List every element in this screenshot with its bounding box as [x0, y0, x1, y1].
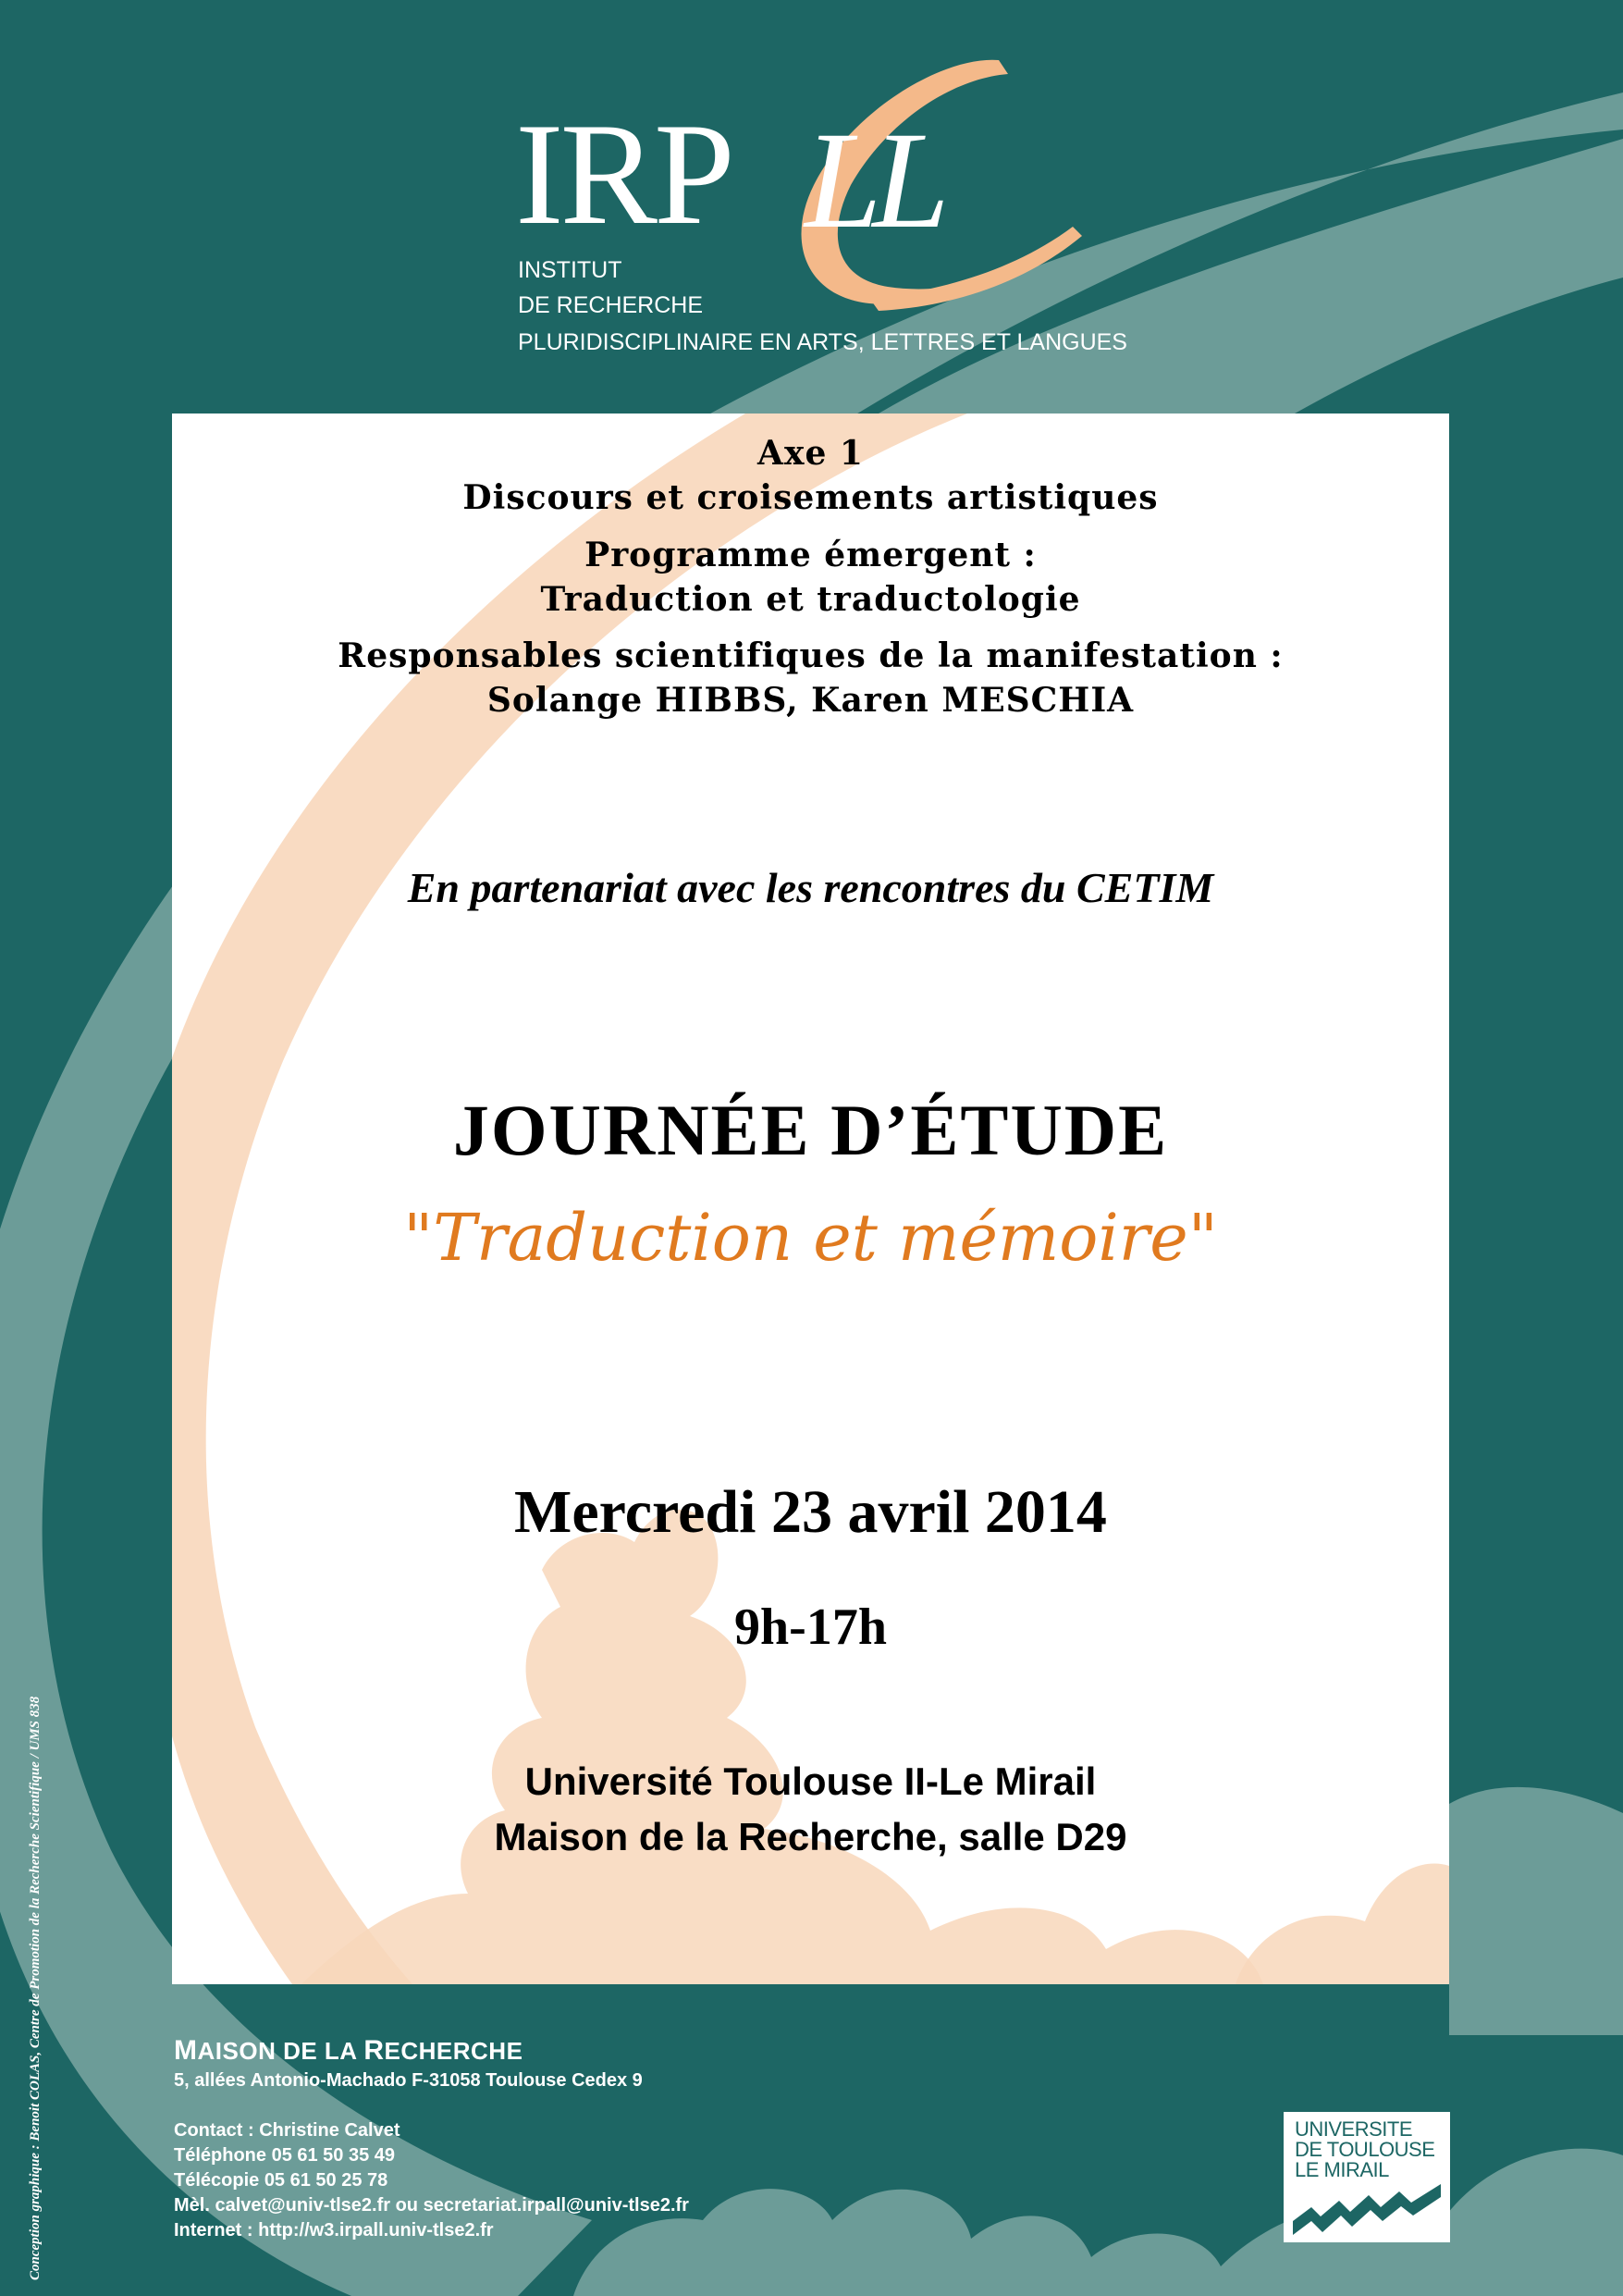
university-logo: [1284, 2112, 1450, 2242]
logo-ll: LL: [805, 104, 941, 257]
footer-internet[interactable]: Internet : http://w3.irpall.univ-tlse2.fr: [174, 2220, 494, 2240]
peach-foliage: [301, 1510, 1263, 1984]
event-hours: 9h-17h: [734, 1599, 887, 1656]
axe-title: Discours et croisements artistiques: [462, 478, 1159, 517]
responsables-names: Solange HIBBS, Karen MESCHIA: [486, 681, 1135, 720]
event-title: "Traduction et mémoire": [403, 1200, 1218, 1276]
design-credit: Conception graphique : Benoit COLAS, Centre de Promotion de la Recherche Scientifique / UMS 838: [28, 1696, 43, 2280]
footer-maison-title: MAISON DE LA RECHERCHE: [174, 2035, 523, 2066]
logo-irp: IRP: [515, 93, 732, 255]
university-logo-line2: DE TOULOUSE: [1295, 2138, 1435, 2161]
event-date: Mercredi 23 avril 2014: [514, 1478, 1107, 1546]
footer-contact-name: Contact : Christine Calvet: [174, 2120, 400, 2141]
footer-telecopie: Télécopie 05 61 50 25 78: [174, 2170, 388, 2191]
background-foliage: [573, 2149, 1623, 2296]
axe-label: Axe 1: [757, 434, 864, 473]
programme-title: Traduction et traductologie: [540, 580, 1081, 619]
university-logo-mark: [1293, 2184, 1441, 2235]
university-logo-line1: UNIVERSITE: [1295, 2117, 1413, 2141]
logo-subtitle-line2: DE RECHERCHE: [518, 292, 704, 318]
logo-subtitle-line3: PLURIDISCIPLINAIRE EN ARTS, LETTRES ET LANGUES: [518, 329, 1127, 355]
university-logo-line3: LE MIRAIL: [1295, 2158, 1389, 2181]
footer-address: 5, allées Antonio-Machado F-31058 Toulouse Cedex 9: [174, 2070, 643, 2091]
footer-telephone: Téléphone 05 61 50 35 49: [174, 2145, 396, 2166]
venue-line1: Université Toulouse II-Le Mirail: [524, 1759, 1097, 1803]
programme-label: Programme émergent :: [584, 536, 1037, 574]
peach-foliage-right: [1236, 1864, 1449, 1985]
responsables-label: Responsables scientifiques de la manifestation :: [338, 636, 1284, 675]
event-type-title: JOURNÉE D’ÉTUDE: [452, 1090, 1169, 1170]
footer-email[interactable]: Mèl. calvet@univ-tlse2.fr ou secretariat.irpall@univ-tlse2.fr: [174, 2195, 689, 2216]
venue-line2: Maison de la Recherche, salle D29: [494, 1815, 1127, 1858]
background-foliage-right: [1449, 1787, 1623, 2035]
logo-subtitle-line1: INSTITUT: [518, 257, 622, 283]
content-card: [172, 414, 1449, 1984]
partner-line: En partenariat avec les rencontres du CETIM: [407, 864, 1214, 911]
irpall-logo: [499, 56, 1147, 370]
